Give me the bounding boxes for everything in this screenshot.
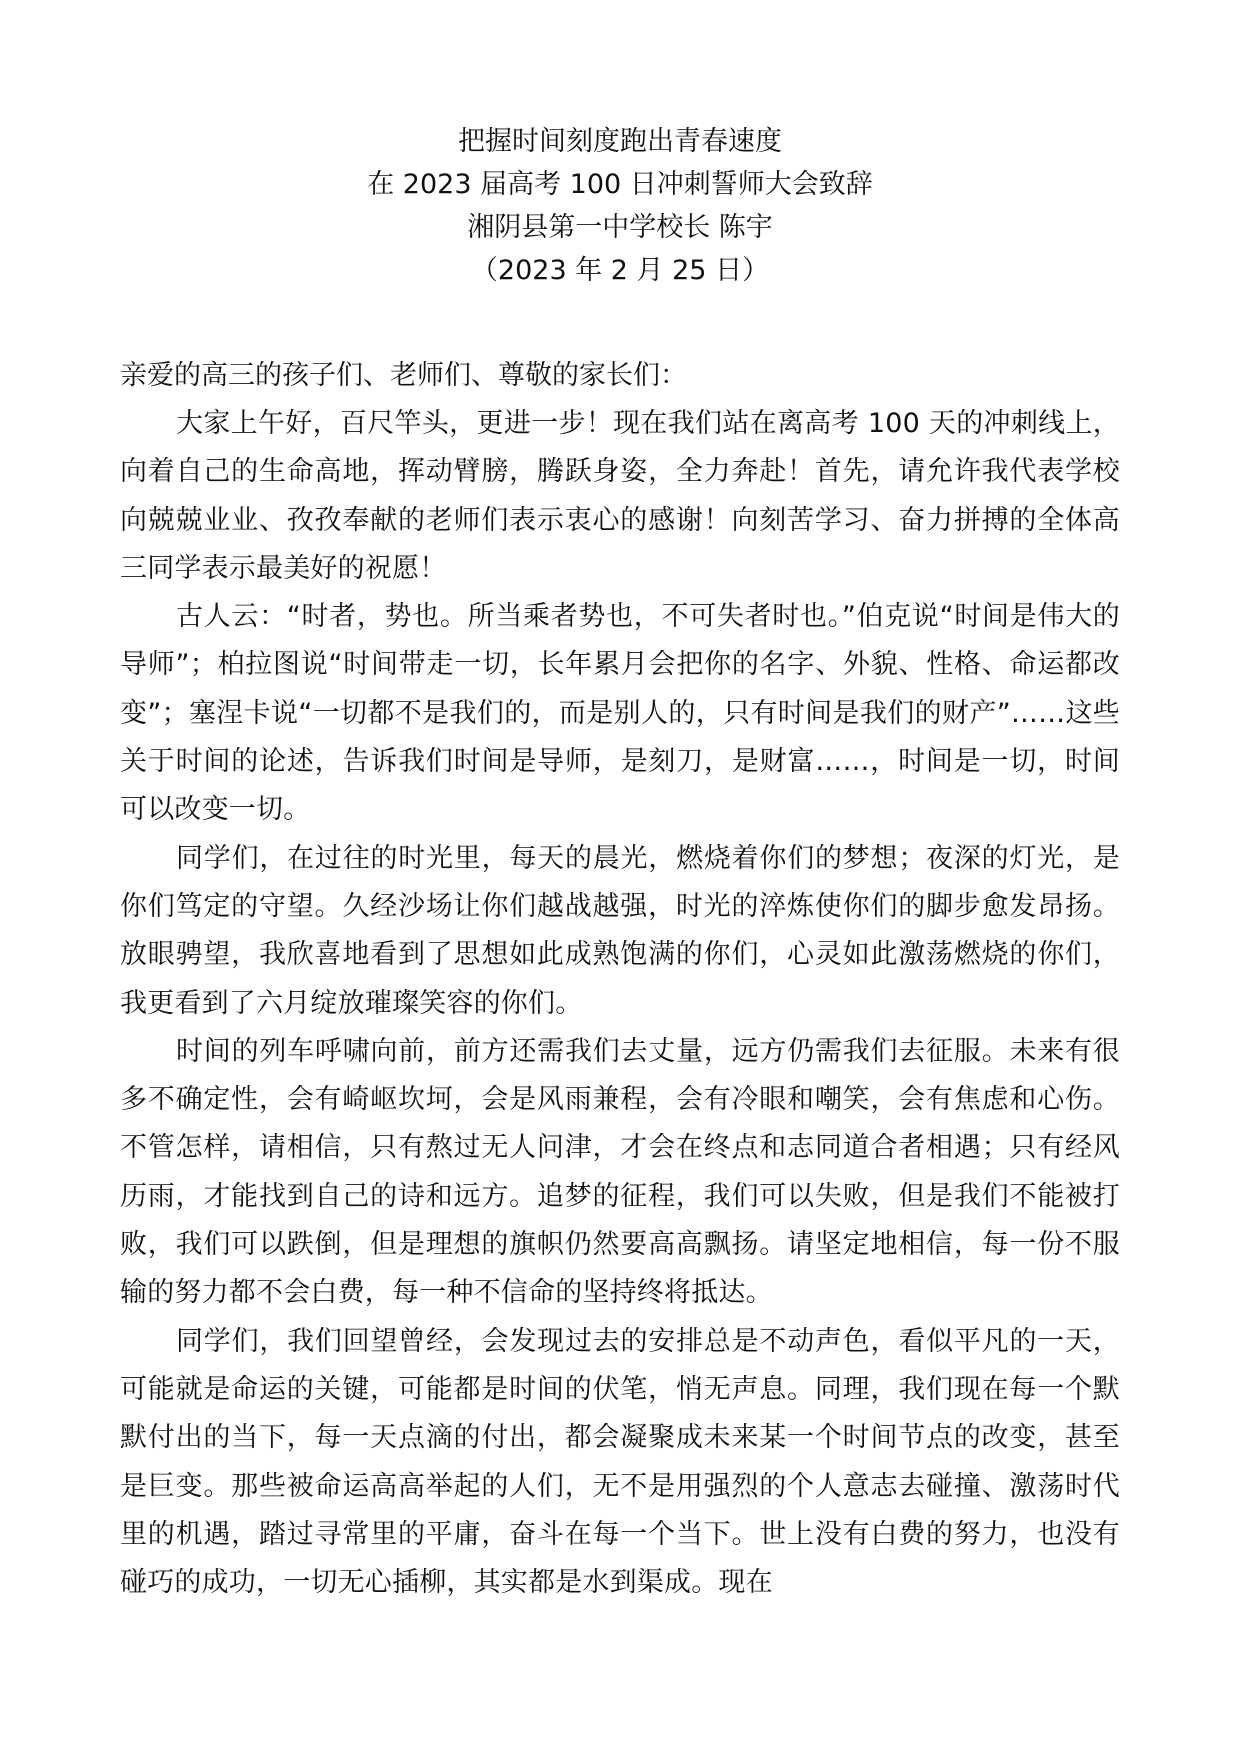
paragraph: 时间的列车呼啸向前，前方还需我们去丈量，远方仍需我们去征服。未来有很多不确定性，会有崎岖坎坷，会是风雨兼程，会有冷眼和嘲笑，会有焦虑和心伤。不管怎样，请相信，只有熬过无人问津，才会在终点和志同道合者相遇；只有经风历雨，才能找到自己的诗和远方。追梦的征程，我们可以失败，但是我们不能被打败，我们可以跌倒，但是理想的旗帜仍然要高高飘扬。请坚定地相信，每一份不服输的努力都不会白费，每一种不信命的坚持终将抵达。 (120, 1035, 1120, 1309)
salutation: 亲爱的高三的孩子们、老师们、尊敬的家长们： (120, 360, 687, 391)
paragraph: 大家上午好，百尺竿头，更进一步！现在我们站在离高考 100 天的冲刺线上，向着自己的生命高地，挥动臂膀，腾跃身姿，全力奔赴！首先，请允许我代表学校向兢兢业业、孜孜奉献的老师们表示衷心的感谢！向刻苦学习、奋力拼搏的全体高三同学表示最美好的祝愿！ (120, 408, 1120, 584)
document-title: 把握时间刻度跑出青春速度 (458, 126, 782, 157)
paragraph: 古人云：“时者，势也。所当乘者势也，不可失者时也。”伯克说“时间是伟大的导师”；柏拉图说“时间带走一切，长年累月会把你的名字、外貌、性格、命运都改变”；塞涅卡说“一切都不是我们的，而是别人的，只有时间是我们的财产”……这些关于时间的论述，告诉我们时间是导师，是刻刀，是财富……，时间是一切，时间可以改变一切。 (120, 601, 1120, 826)
document-date: （2023 年 2 月 25 日） (470, 255, 770, 286)
document-body (120, 400, 1120, 1607)
paragraph: 同学们，在过往的时光里，每天的晨光，燃烧着你们的梦想；夜深的灯光，是你们笃定的守望。久经沙场让你们越战越强，时光的淬炼使你们的脚步愈发昂扬。放眼骋望，我欣喜地看到了思想如此成熟饱满的你们，心灵如此激荡燃烧的你们，我更看到了六月绽放璀璨笑容的你们。 (120, 842, 1120, 1019)
document-author: 湘阴县第一中学校长 陈宇 (467, 212, 773, 243)
paragraph: 同学们，我们回望曾经，会发现过去的安排总是不动声色，看似平凡的一天，可能就是命运的关键，可能都是时间的伏笔，悄无声息。同理，我们现在每一个默默付出的当下，每一天点滴的付出，都会凝聚成未来某一个时间节点的改变，甚至是巨变。那些被命运高高举起的人们，无不是用强烈的个人意志去碰撞、激荡时代里的机遇，踏过寻常里的平庸，奋斗在每一个当下。世上没有白费的努力，也没有碰巧的成功，一切无心插柳，其实都是水到渠成。现在 (120, 1325, 1120, 1599)
document-subtitle: 在 2023 届高考 100 日冲刺誓师大会致辞 (367, 169, 873, 200)
document-header (120, 120, 1120, 292)
